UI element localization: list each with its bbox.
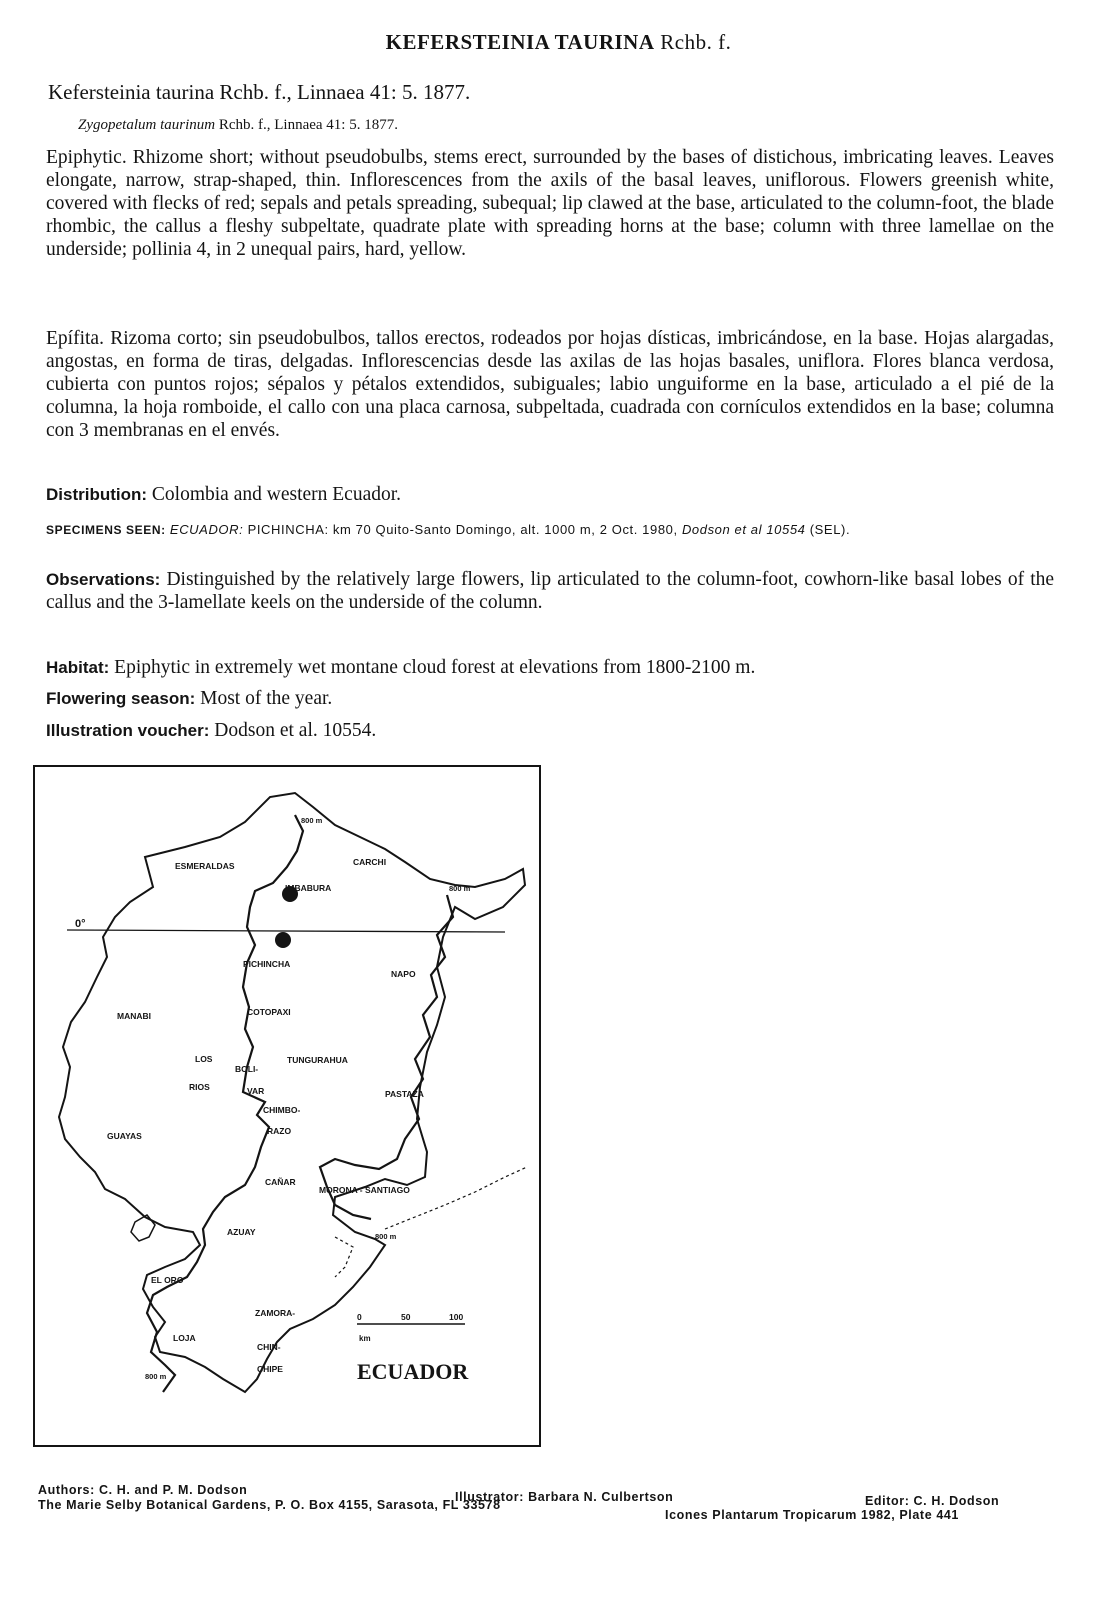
province-label: PICHINCHA (243, 959, 291, 969)
observations (46, 568, 1054, 614)
flowering-text: Most of the year. (200, 688, 333, 709)
province-label: AZUAY (227, 1227, 256, 1237)
province-label: CHIN- (257, 1342, 281, 1352)
page-title (0, 30, 1117, 55)
habitat-label: Habitat: (46, 658, 110, 677)
title-author: Rchb. f. (660, 30, 732, 54)
footer-icones: Icones Plantarum Tropicarum 1982, Plate 441 (665, 1508, 959, 1522)
puna-island (131, 1215, 155, 1241)
footer-address: The Marie Selby Botanical Gardens, P. O. Box 4155, Sarasota, FL 33578 (38, 1498, 501, 1512)
scale-tick-label: 0 (357, 1312, 362, 1322)
habitat-text: Epiphytic in extremely wet montane cloud forest at elevations from 1800-2100 m. (114, 657, 756, 678)
province-label: MANABI (117, 1011, 151, 1021)
province-label: MORONA - SANTIAGO (319, 1185, 410, 1195)
illustration-voucher (46, 719, 1054, 742)
title-species: KEFERSTEINIA TAURINA (385, 30, 655, 54)
footer-editor: Editor: C. H. Dodson (865, 1494, 1000, 1508)
province-label: COTOPAXI (247, 1007, 291, 1017)
distribution-label: Distribution: (46, 485, 148, 504)
accepted-name (48, 80, 470, 105)
contour-label: 800 m (449, 884, 471, 893)
province-label: RIOS (189, 1082, 210, 1092)
description-english: Epiphytic. Rhizome short; without pseudobulbs, stems erect, surrounded by the bases of distichous, imbricating leaves. Leaves elongate, narrow, strap-shaped, thin. Inflorescences from the axils of the basal leaves, uniflorous. Flowers greenish white, covered with flecks of red; sepals and petals spreading, subequal; lip clawed at the base, articulated to the column-foot, the blade rhombic, the callus a fleshy subpeltate, quadrate plate with spreading horns at the base; column with three lamellae on the underside; pollinia 4, in 2 unequal pairs, hard, yellow. (46, 147, 1054, 260)
province-label: GUAYAS (107, 1131, 142, 1141)
specimens-herbarium: (SEL). (809, 522, 851, 537)
contour-label: 800 m (301, 816, 323, 825)
footer-authors: Authors: C. H. and P. M. Dodson (38, 1483, 248, 1497)
province-label: LOS (195, 1054, 213, 1064)
accepted-name-citation: Rchb. f., Linnaea 41: 5. 1877. (219, 80, 471, 104)
specimens-seen (46, 522, 1054, 538)
ecuador-map (35, 767, 539, 1445)
specimens-province: PICHINCHA: (247, 522, 329, 537)
province-label: TUNGURAHUA (287, 1055, 348, 1065)
synonym-citation: Rchb. f., Linnaea 41: 5. 1877. (218, 117, 398, 133)
specimens-text: km 70 Quito-Santo Domingo, alt. 1000 m, 2 Oct. 1980, (332, 522, 678, 537)
locality-dot-2 (275, 932, 291, 948)
province-label: RAZO (267, 1126, 292, 1136)
province-label: NAPO (391, 969, 416, 979)
observations-label: Observations: (46, 570, 161, 589)
contour-label: 800 m (375, 1232, 397, 1241)
province-label: PASTAZA (385, 1089, 424, 1099)
flowering-label: Flowering season: (46, 689, 196, 708)
voucher-text: Dodson et al. 10554. (214, 720, 377, 741)
province-label: CHIMBO- (263, 1105, 301, 1115)
province-label: VAR (247, 1086, 265, 1096)
voucher-label: Illustration voucher: (46, 721, 210, 740)
west-contour (147, 815, 303, 1392)
scale-bar (357, 1312, 465, 1343)
accepted-name-text: Kefersteinia taurina (48, 80, 215, 104)
contour-label: 800 m (145, 1372, 167, 1381)
province-label: CHIPE (257, 1364, 283, 1374)
province-label: ESMERALDAS (175, 861, 235, 871)
distribution-map (33, 765, 541, 1447)
map-country-title: ECUADOR (357, 1359, 469, 1384)
description-spanish: Epífita. Rizoma corto; sin pseudobulbos, tallos erectos, rodeados por hojas dísticas, imbricándose, en la base. Hojas alargadas, angostas, en forma de tiras, delgadas. Inflorescencias desde las axilas de las hojas basales, uniflora. Flores blanca verdosa, cubierta con puntos rojos; sépalos y pétalos extendidos, subiguales; labio unguiforme en la base, articulado a el pié de la columna, la hoja romboide, el callo con una placa carnosa, subpeltada, cuadrada con cornículos extendidos en la base; columna con 3 membranas en el envés. (46, 328, 1054, 441)
province-label: EL ORO (151, 1275, 184, 1285)
distribution-text: Colombia and western Ecuador. (151, 484, 402, 505)
province-label: CARCHI (353, 857, 387, 867)
flowering-season (46, 687, 1054, 710)
distribution (46, 483, 1054, 506)
province-label: ZAMORA- (255, 1308, 296, 1318)
footer-illustrator: Illustrator: Barbara N. Culbertson (455, 1490, 674, 1504)
habitat (46, 656, 1054, 679)
scale-tick-label: 50 (401, 1312, 411, 1322)
province-label: LOJA (173, 1333, 196, 1343)
province-label: BOLI- (235, 1064, 259, 1074)
observations-text: Distinguished by the relatively large flowers, lip articulated to the column-foot, cowhorn-like basal lobes of the callus and the 3-lamellate keels on the underside of the column. (46, 569, 1055, 613)
province-label: IMBABURA (285, 883, 332, 893)
specimens-collector: Dodson et al 10554 (681, 522, 806, 537)
scale-tick-label: 100 (449, 1312, 464, 1322)
scale-unit-label: km (359, 1334, 371, 1343)
province-label: CAÑAR (265, 1177, 296, 1187)
synonym (78, 117, 398, 134)
equator-label: 0° (75, 918, 86, 930)
synonym-name: Zygopetalum taurinum (78, 117, 216, 133)
specimens-country: ECUADOR: (169, 522, 244, 537)
specimens-label: SPECIMENS SEEN: (46, 523, 166, 537)
